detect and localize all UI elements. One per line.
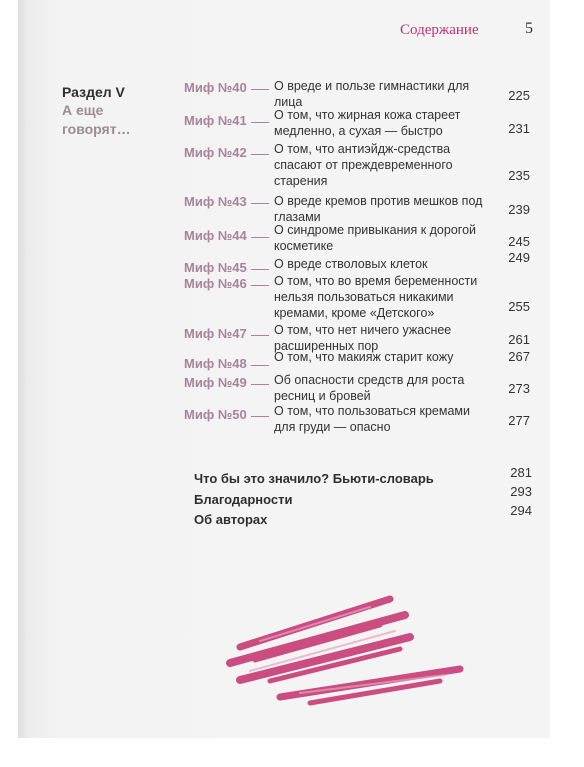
myth-label: Миф №50	[184, 407, 269, 422]
myth-text: О том, что антиэйдж-средства спасают от преждевременного старения	[274, 142, 453, 188]
toc-final-page: 281	[510, 465, 532, 480]
myth-label: Миф №43	[184, 194, 269, 209]
myth-label: Миф №49	[184, 375, 269, 390]
myth-page: 277	[508, 413, 530, 428]
myth-label: Миф №48	[184, 356, 269, 371]
myth-page: 231	[508, 121, 530, 136]
myth-page: 225	[508, 88, 530, 103]
myth-text: О вреде и пользе гимнастики для лица	[274, 79, 470, 109]
myth-page: 239	[508, 202, 530, 217]
myth-label: Миф №47	[184, 326, 269, 341]
header-title: Содержание	[400, 22, 479, 38]
toc-final-page: 293	[510, 484, 532, 499]
myth-text: О том, что во время беременности нельзя пользоваться никакими кремами, кроме «Детского»	[274, 274, 478, 320]
toc-final-entry[interactable]: Что бы это значило? Бьюти-словарь	[194, 471, 434, 486]
myth-page: 235	[508, 168, 530, 183]
page-number: 5	[525, 20, 533, 37]
myth-label: Миф №42	[184, 145, 269, 160]
toc-final-page: 294	[510, 503, 532, 518]
myth-text: О синдроме привыкания к дорогой косметике	[274, 223, 477, 253]
myth-text: О вреде кремов против мешков под глазами	[274, 194, 483, 224]
myth-page: 261	[508, 332, 530, 347]
myth-text: О том, что макияж старит кожу	[274, 350, 454, 364]
myth-text: О том, что нет ничего ужаснее расширенных пор	[274, 323, 452, 353]
myth-label: Миф №46	[184, 276, 269, 291]
myth-label: Миф №45	[184, 260, 269, 275]
toc-final-entry[interactable]: Об авторах	[194, 512, 268, 527]
myth-text: Об опасности средств для роста ресниц и бровей	[274, 373, 465, 403]
section-title: Раздел V	[62, 84, 125, 100]
myth-page: 245	[508, 234, 530, 249]
brush-scribble-decoration	[200, 585, 480, 715]
myth-page: 255	[508, 299, 530, 314]
myth-label: Миф №40	[184, 80, 269, 95]
myth-text: О том, что жирная кожа стареет медленно, а сухая — быстро	[274, 108, 461, 138]
myth-page: 273	[508, 381, 530, 396]
myth-text: О том, что пользоваться кремами для груди — опасно	[274, 404, 470, 434]
toc-final-entry[interactable]: Благодарности	[194, 492, 293, 507]
section-subtitle: А еще говорят…	[62, 102, 131, 137]
myth-label: Миф №41	[184, 113, 269, 128]
myth-page: 267	[508, 349, 530, 364]
myth-label: Миф №44	[184, 228, 269, 243]
myth-page: 249	[508, 250, 530, 265]
myth-text: О вреде стволовых клеток	[274, 257, 428, 271]
